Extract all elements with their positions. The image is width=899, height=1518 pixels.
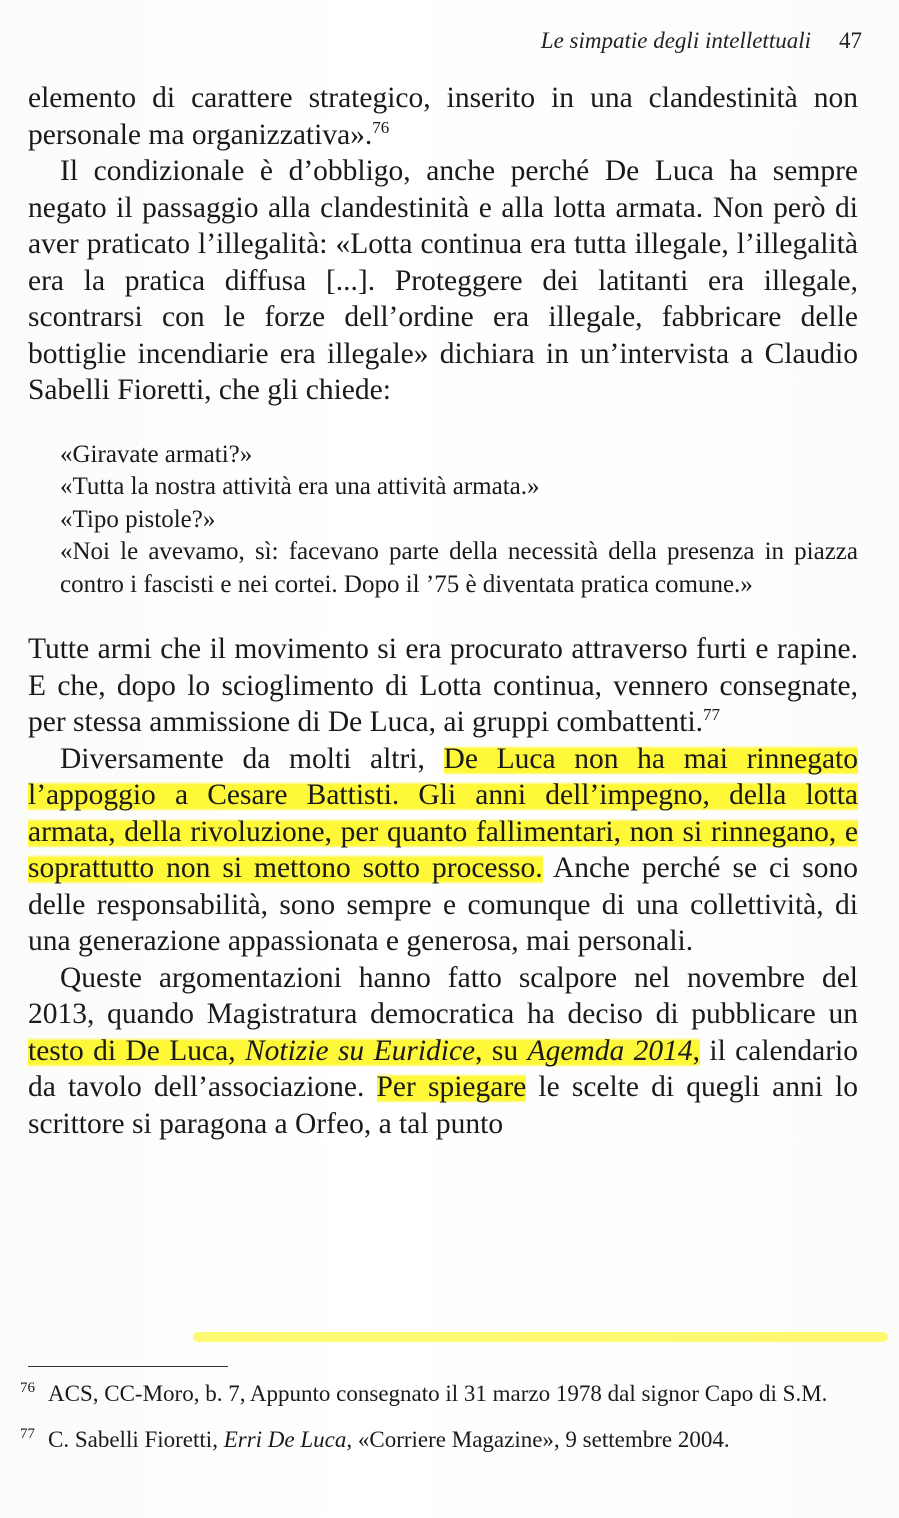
paragraph-5-lead: Queste argomentazioni hanno fatto scalpore nel novembre del 2013, quando Magistratura democratica ha deciso di pubblicare un (28, 961, 858, 1030)
footnote-text: ACS, CC-Moro, b. 7, Appunto consegnato il 31 marzo 1978 dal signor Capo di S.M. (48, 1381, 828, 1406)
highlight-segment: , (692, 1034, 700, 1067)
footnote-text-pre: C. Sabelli Fioretti, (48, 1427, 224, 1452)
running-title: Le simpatie degli intellettuali (540, 28, 811, 53)
footnote-76 (20, 1378, 860, 1410)
agenda-title-italic: Agemda 2014 (527, 1034, 693, 1067)
footnote-number: 77 (20, 1426, 35, 1442)
paragraph-4 (28, 741, 858, 960)
page-number: 47 (839, 28, 862, 53)
quote-line: «Giravate armati?» (60, 440, 253, 468)
highlight-segment: testo di De Luca, (28, 1034, 245, 1067)
paragraph-4-tail: Anche perché se ci sono delle responsabilità, sono sempre e comunque di una collettività, di una generazione appassionata e generosa, mai personali. (28, 852, 859, 957)
paragraph-5 (28, 960, 858, 1143)
paragraph-5-tail: le scelte di quegli anni lo scrittore si paragona a Orfeo, a tal punto (28, 1071, 858, 1140)
paragraph-1-text: elemento di carattere strategico, inserito in una clandestinità non personale ma organizzativa». (28, 82, 858, 151)
footnote-text-post: , «Corriere Magazine», 9 settembre 2004. (346, 1427, 730, 1452)
footnote-77 (20, 1424, 860, 1456)
paragraph-1 (28, 80, 858, 153)
quote-line: «Tipo pistole?» (60, 505, 216, 533)
footnote-separator (28, 1366, 228, 1367)
paragraph-4-lead: Diversamente da molti altri, (60, 742, 444, 775)
highlighted-text: Per spiegare (376, 1071, 527, 1103)
paragraph-2: Il condizionale è d’obbligo, anche perché De Luca ha sempre negato il passaggio alla clandestinità e alla lotta armata. Non però di aver praticato l’illegalità: «Lotta continua era tutta illegale, l’illegalità era la pratica diffusa [...]. Proteggere dei latitanti era illegale, scontrarsi con le forze dell’ordine era illegale, fabbricare delle bottiglie incendiarie era illegale» dichiara in un’intervista a Claudio Sabelli Fioretti, che gli chiede: (28, 155, 858, 406)
page-header (0, 28, 862, 54)
book-title-italic: Notizie su Euridice (244, 1034, 476, 1067)
interview-quote (60, 439, 858, 602)
body-text (28, 80, 858, 1142)
paragraph-5-mid: il calendario da tavolo dell’associazione. (28, 1034, 858, 1103)
footnote-number: 76 (20, 1380, 35, 1396)
highlighted-text (28, 1035, 700, 1067)
highlighter-stroke (193, 1332, 888, 1342)
footnote-italic-title: Erri De Luca (223, 1427, 347, 1452)
paragraph-3-text: Tutte armi che il movimento si era procurato attraverso furti e rapine. E che, dopo lo scioglimento di Lotta continua, vennero consegnate, per stessa ammissione di De Luca, ai gruppi combattenti. (28, 633, 858, 738)
quote-line: «Noi le avevamo, sì: facevano parte della necessità della presenza in piazza contro i fascisti e nei cortei. Dopo il ’75 è diventata pratica comune.» (60, 538, 858, 598)
footnote-ref-76: 76 (372, 117, 390, 137)
quote-line: «Tutta la nostra attività era una attività armata.» (60, 473, 540, 500)
highlighted-text: De Luca non ha mai rinnegato l’appoggio a Cesare Battisti. Gli anni dell’impegno, della lotta armata, della rivoluzione, per quanto fallimentari, non si rinnegano, e soprattutto non si mettono sotto processo. (28, 742, 858, 884)
footnote-ref-77: 77 (703, 705, 721, 725)
paragraph-3 (28, 631, 858, 741)
footnotes (20, 1378, 860, 1456)
highlight-segment: , su (475, 1034, 528, 1067)
